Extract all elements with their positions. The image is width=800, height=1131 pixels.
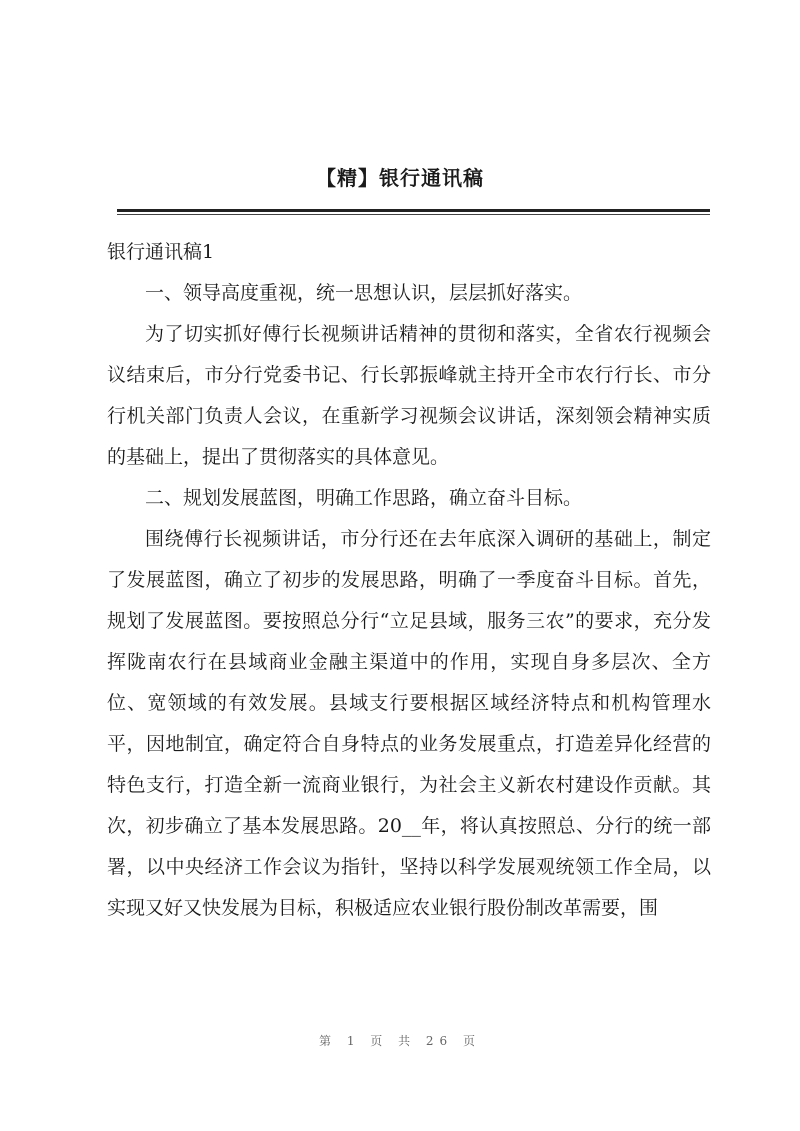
paragraph: 二、规划发展蓝图，明确工作思路，确立奋斗目标。 [145,487,583,509]
section-heading: 银行通讯稿1 [107,241,215,263]
title-divider-thin [117,214,710,215]
page-title: 【精】银行通讯稿 [316,166,484,190]
paragraph: 为了切实抓好傅行长视频讲话精神的贯彻和落实，全省农行视频会议结束后，市分行党委书记、行长郭振峰就主持开全市农行行长、市分行机关部门负责人会议，在重新学习视频会议讲话，深刻领会精神实质的基础上，提出了贯彻落实的具体意见。 [107,323,711,468]
document-body [107,232,711,929]
paragraph: 一、领导高度重视，统一思想认识，层层抓好落实。 [145,282,583,304]
title-divider [117,209,710,212]
page-footer: 第 1 页 共 26 页 [319,1034,481,1048]
paragraph: 围绕傅行长视频讲话，市分行还在去年底深入调研的基础上，制定了发展蓝图，确立了初步的发展思路，明确了一季度奋斗目标。首先，规划了发展蓝图。要按照总分行“立足县域，服务三农”的要求，充分发挥陇南农行在县域商业金融主渠道中的作用，实现自身多层次、全方位、宽领域的有效发展。县域支行要根据区域经济特点和机构管理水平，因地制宜，确定符合自身特点的业务发展重点，打造差异化经营的特色支行，打造全新一流商业银行，为社会主义新农村建设作贡献。其次，初步确立了基本发展思路。20__年，将认真按照总、分行的统一部署，以中央经济工作会议为指针，坚持以科学发展观统领工作全局，以实现又好又快发展为目标，积极适应农业银行股份制改革需要，围 [107,528,711,919]
